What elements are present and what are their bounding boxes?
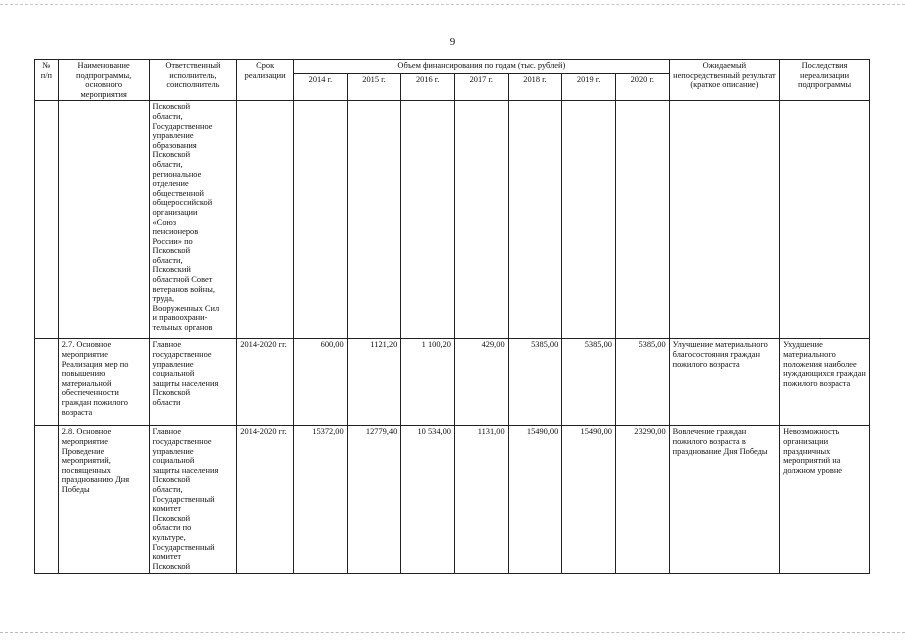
- row-value-2020: [615, 101, 669, 339]
- responsible-line: Псковской: [152, 513, 191, 523]
- row-responsible: [149, 426, 237, 574]
- scan-edge-top: [0, 4, 905, 5]
- responsible-line: области по: [152, 523, 192, 533]
- responsible-line: защиты населения: [152, 378, 219, 388]
- header-name: Наименование подпрограммы, основного мероприятия: [58, 60, 149, 101]
- responsible-line: Псковской: [152, 150, 191, 160]
- header-year-2016: 2016 г.: [401, 74, 455, 101]
- row-value-2016: 1 100,20: [401, 339, 455, 426]
- responsible-line: государственное: [152, 349, 212, 359]
- responsible-line: области,: [152, 484, 183, 494]
- row-value-2014: 15372,00: [294, 426, 348, 574]
- responsible-line: управление: [152, 359, 194, 369]
- row-consequences: Ухудшение материального положения наиболее нуждающихся граждан пожилого возраста: [780, 339, 870, 426]
- responsible-line: управление: [152, 131, 194, 141]
- row-value-2019: 15490,00: [562, 426, 616, 574]
- responsible-line: организации: [152, 207, 198, 217]
- row-name: [58, 101, 149, 339]
- scan-edge-bottom: [0, 632, 905, 633]
- row-value-2018: 15490,00: [508, 426, 562, 574]
- row-value-2019: [562, 101, 616, 339]
- responsible-line: труда,: [152, 294, 175, 304]
- row-num: [35, 339, 59, 426]
- responsible-line: общественной: [152, 188, 205, 198]
- responsible-line: комитет: [152, 552, 182, 562]
- responsible-line: Главное: [152, 427, 182, 437]
- responsible-line: Государственное: [152, 121, 213, 131]
- financing-table: [34, 59, 870, 574]
- header-year-2015: 2015 г.: [347, 74, 401, 101]
- responsible-line: Псковской: [152, 561, 191, 571]
- header-num: № п/п: [35, 60, 59, 101]
- responsible-line: комитет: [152, 504, 182, 514]
- header-year-2020: 2020 г.: [615, 74, 669, 101]
- row-term: 2014-2020 гг.: [237, 426, 294, 574]
- row-value-2017: [454, 101, 508, 339]
- page-number: 9: [449, 36, 456, 48]
- row-result: [669, 101, 779, 339]
- responsible-line: Псковской: [152, 388, 191, 398]
- row-name: 2.7. Основное мероприятие Реализация мер по повышению материальной обеспеченности граждан пожилого возраста: [58, 339, 149, 426]
- responsible-line: управление: [152, 446, 194, 456]
- table-header-row: [35, 60, 870, 74]
- responsible-line: образования: [152, 140, 197, 150]
- responsible-line: общероссийской: [152, 198, 213, 208]
- row-num: [35, 426, 59, 574]
- responsible-line: области: [152, 397, 181, 407]
- row-value-2017: 429,00: [454, 339, 508, 426]
- row-value-2018: [508, 101, 562, 339]
- responsible-line: социальной: [152, 456, 195, 466]
- row-result: Вовлечение граждан пожилого возраста в празднование Дня Победы: [669, 426, 779, 574]
- responsible-line: Псковской: [152, 246, 191, 256]
- header-result: Ожидаемый непосредственный результат (краткое описание): [669, 60, 779, 101]
- table-row: [35, 426, 870, 574]
- header-year-2017: 2017 г.: [454, 74, 508, 101]
- row-value-2015: 1121,20: [347, 339, 401, 426]
- responsible-line: государственное: [152, 436, 212, 446]
- row-term: 2014-2020 гг.: [237, 339, 294, 426]
- responsible-line: области,: [152, 255, 183, 265]
- row-result: Улучшение материального благосостояния граждан пожилого возраста: [669, 339, 779, 426]
- row-consequences: [780, 101, 870, 339]
- row-consequences: Невозможность организации праздничных мероприятий на должном уровне: [780, 426, 870, 574]
- responsible-line: области,: [152, 111, 183, 121]
- responsible-line: тельных органов: [152, 323, 213, 333]
- row-value-2016: 10 534,00: [401, 426, 455, 574]
- row-value-2020: 5385,00: [615, 339, 669, 426]
- row-value-2015: 12779,40: [347, 426, 401, 574]
- responsible-line: Псковской: [152, 475, 191, 485]
- table-row: [35, 339, 870, 426]
- header-responsible: Ответственный исполнитель, соисполнитель: [149, 60, 237, 101]
- responsible-line: отделение: [152, 179, 189, 189]
- table-row: [35, 101, 870, 339]
- responsible-line: Государственный: [152, 494, 215, 504]
- header-year-2018: 2018 г.: [508, 74, 562, 101]
- row-value-2014: [294, 101, 348, 339]
- row-responsible: [149, 101, 237, 339]
- header-financing: Объем финансирования по годам (тыс. рублей): [294, 60, 670, 74]
- row-name: 2.8. Основное мероприятие Проведение мероприятий, посвященных празднованию Дня Победы: [58, 426, 149, 574]
- responsible-line: социальной: [152, 369, 195, 379]
- responsible-line: «Союз: [152, 217, 177, 227]
- responsible-line: области,: [152, 159, 183, 169]
- header-year-2019: 2019 г.: [562, 74, 616, 101]
- row-num: [35, 101, 59, 339]
- responsible-line: Псковской: [152, 102, 191, 112]
- row-responsible: [149, 339, 237, 426]
- header-year-2014: 2014 г.: [294, 74, 348, 101]
- row-term: [237, 101, 294, 339]
- responsible-line: Государственный: [152, 542, 215, 552]
- responsible-line: Главное: [152, 340, 182, 350]
- responsible-line: ветеранов войны,: [152, 284, 215, 294]
- row-value-2018: 5385,00: [508, 339, 562, 426]
- responsible-line: региональное: [152, 169, 202, 179]
- header-term: Срок реализации: [237, 60, 294, 101]
- row-value-2014: 600,00: [294, 339, 348, 426]
- row-value-2019: 5385,00: [562, 339, 616, 426]
- responsible-line: культуре,: [152, 532, 186, 542]
- responsible-line: Вооруженных Сил: [152, 303, 220, 313]
- responsible-line: защиты населения: [152, 465, 219, 475]
- responsible-line: пенсионеров: [152, 227, 199, 237]
- row-value-2020: 23290,00: [615, 426, 669, 574]
- header-consequences: Последствия нереализации подпрограммы: [780, 60, 870, 101]
- responsible-line: областной Совет: [152, 275, 213, 285]
- responsible-line: России» по: [152, 236, 193, 246]
- row-value-2017: 1131,00: [454, 426, 508, 574]
- responsible-line: и правоохрани-: [152, 313, 208, 323]
- row-value-2015: [347, 101, 401, 339]
- row-value-2016: [401, 101, 455, 339]
- responsible-line: Псковский: [152, 265, 191, 275]
